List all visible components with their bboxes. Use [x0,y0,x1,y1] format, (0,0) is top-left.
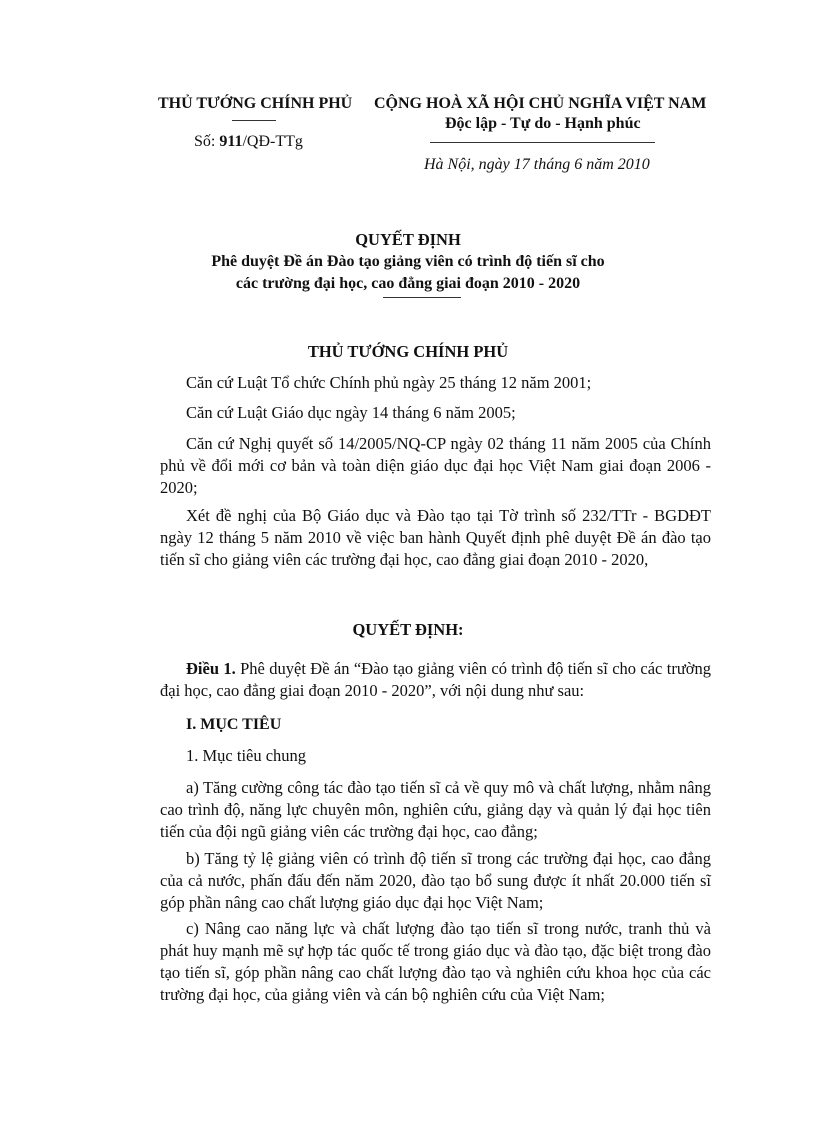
document-title: QUYẾT ĐỊNH [355,230,461,249]
title-subject-line2: các trường đại học, cao đẳng giai đoạn 2010 - 2020 [235,275,581,292]
document-number [194,133,303,151]
legal-basis-2: Căn cứ Luật Giáo dục ngày 14 tháng 6 năm 2005; [186,403,516,422]
article-1-label: Điều 1. [186,659,236,678]
objective-b: b) Tăng tỷ lệ giảng viên có trình độ tiến sĩ trong các trường đại học, cao đẳng của cả nước, phấn đấu đến năm 2020, đào tạo bổ sung được ít nhất 20.000 tiến sĩ góp phần nâng cao chất lượng giáo dục đại học Việt Nam; [160,849,711,912]
title-block [150,229,666,295]
objective-a: a) Tăng cường công tác đào tạo tiến sĩ cả về quy mô và chất lượng, nhằm nâng cao trình độ, năng lực chuyên môn, nghiên cứu, giảng dạy và quản lý đại học tiên tiến của đội ngũ giảng viên các trường đại học, cao đẳng; [160,778,711,841]
section-heading: I. MỤC TIÊU [186,716,282,733]
authority-heading: THỦ TƯỚNG CHÍNH PHỦ [307,342,509,361]
issuing-agency: THỦ TƯỚNG CHÍNH PHỦ [158,95,353,112]
number-value: 911 [219,133,243,150]
decision-heading: QUYẾT ĐỊNH: [352,620,464,639]
agency-underline [232,120,276,121]
subsection-heading: 1. Mục tiêu chung [186,746,307,765]
title-subject-line1: Phê duyệt Đề án Đào tạo giảng viên có trình độ tiến sĩ cho [211,253,605,270]
legal-basis-3: Căn cứ Nghị quyết số 14/2005/NQ-CP ngày 02 tháng 11 năm 2005 của Chính phủ về đổi mới cơ bản và toàn diện giáo dục đại học Việt Nam giai đoạn 2006 - 2020; [160,434,711,497]
national-motto: Độc lập - Tự do - Hạnh phúc [445,115,641,132]
nation-name: CỘNG HOÀ XÃ HỘI CHỦ NGHĨA VIỆT NAM [374,95,707,112]
motto-underline [430,142,655,143]
title-underline [383,297,461,298]
number-prefix: Số: [194,133,216,150]
place-date: Hà Nội, ngày 17 tháng 6 năm 2010 [424,156,650,173]
objective-c: c) Nâng cao năng lực và chất lượng đào tạo tiến sĩ trong nước, tranh thủ và phát huy mạnh mẽ sự hợp tác quốc tế trong giáo dục và đào tạo, đặc biệt trong đào tạo tiến sĩ, góp phần nâng cao chất lượng đào tạo và nghiên cứu khoa học của các trường đại học, của giảng viên và cán bộ nghiên cứu của Việt Nam; [160,919,711,1004]
legal-basis-1: Căn cứ Luật Tổ chức Chính phủ ngày 25 tháng 12 năm 2001; [186,373,592,392]
article-1-text: Phê duyệt Đề án “Đào tạo giảng viên có trình độ tiến sĩ cho các trường đại học, cao đẳng giai đoạn 2010 - 2020”, với nội dung như sau: [160,659,712,700]
number-suffix: /QĐ-TTg [242,133,303,150]
proposal-basis: Xét đề nghị của Bộ Giáo dục và Đào tạo tại Tờ trình số 232/TTr - BGDĐT ngày 12 tháng 5 năm 2010 về việc ban hành Quyết định phê duyệt Đề án đào tạo tiến sĩ cho giảng viên các trường đại học, cao đẳng giai đoạn 2010 - 2020, [160,506,711,569]
article-1 [160,658,711,702]
